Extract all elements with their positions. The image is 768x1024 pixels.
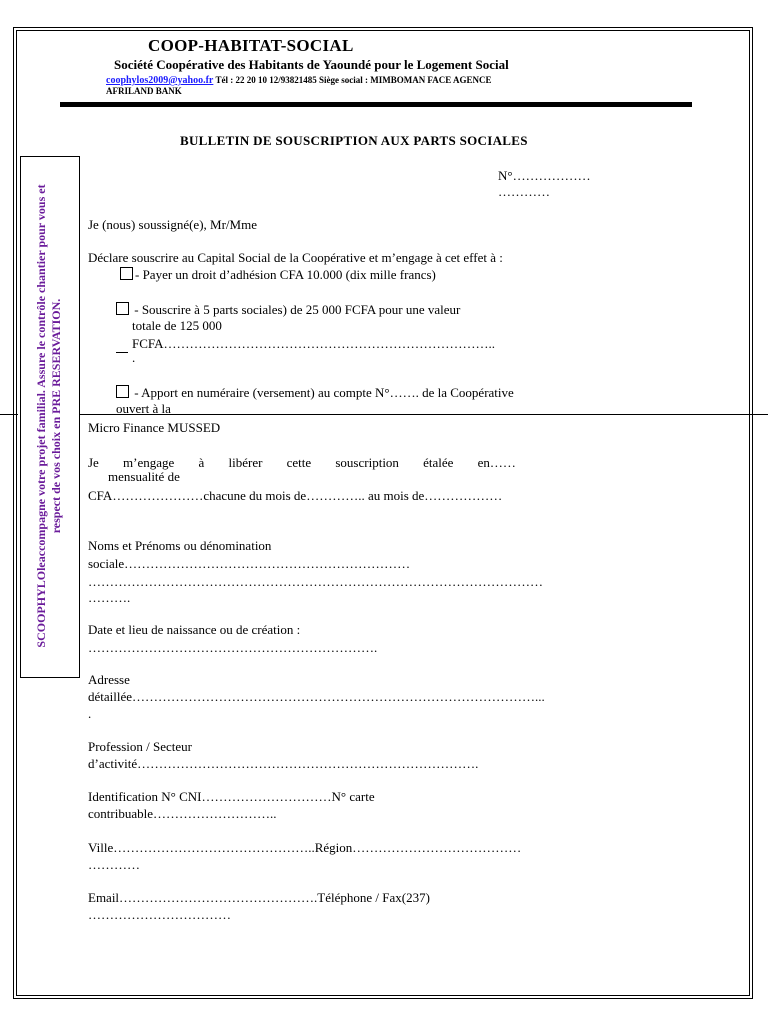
taxpayer-field[interactable]: contribuable………………………..	[88, 806, 277, 821]
number-field-cont: …………	[498, 184, 550, 199]
number-field[interactable]: N°………………	[498, 168, 591, 183]
sidebar-vertical-text	[34, 156, 64, 676]
email-phone-field[interactable]: Email……………………………………….Téléphone / Fax(237)	[88, 890, 430, 905]
city-region-field[interactable]: Ville………………………………………..Région…………………………………	[88, 840, 522, 855]
option-shares-line-2: totale de 125 000	[132, 318, 222, 333]
bank-name: AFRILAND BANK	[106, 86, 182, 96]
declare-line: Déclare souscrire au Capital Social de la Coopérative et m’engage à cet effet à :	[88, 250, 503, 265]
page-break-line-right	[80, 414, 768, 415]
page-break-line-left	[0, 414, 18, 415]
contact-block	[106, 75, 492, 97]
option-cash-line-2: ouvert à la	[116, 401, 171, 416]
checkbox-icon[interactable]	[116, 302, 129, 315]
sidebar-line-1: SCOOPHYLOleaccompagne votre projet familial. Assure le contrôle chantier pour vous et	[34, 184, 48, 648]
birth-field[interactable]: ………………………………………………………….	[88, 640, 378, 655]
bulletin-title: BULLETIN DE SOUSCRIPTION AUX PARTS SOCIALES	[180, 133, 528, 148]
undersigned-line: Je (nous) soussigné(e), Mr/Mme	[88, 217, 257, 232]
checkbox-icon[interactable]	[116, 385, 129, 398]
address-field-end: .	[88, 706, 92, 721]
option-shares[interactable]	[116, 302, 460, 318]
names-field-cont[interactable]: ……………………………………………………………………………………………	[88, 574, 543, 589]
engage-word: cette	[286, 455, 312, 470]
id-card-field[interactable]: Identification N° CNI…………………………N° carte	[88, 789, 375, 804]
engage-word: souscription	[335, 455, 399, 470]
microfinance-line: Micro Finance MUSSED	[88, 420, 221, 435]
address-field[interactable]: détaillée…………………………………………………………………………………...	[88, 689, 545, 704]
email-link[interactable]: coophylos2009@yahoo.fr	[106, 75, 214, 86]
engage-word: à	[198, 455, 205, 470]
option-membership-label: - Payer un droit d’adhésion CFA 10.000 (dix mille francs)	[135, 267, 436, 282]
option-shares-line-3: FCFA…………………………………………………………………..	[132, 336, 496, 351]
option-membership-fee[interactable]	[120, 267, 436, 283]
address-label: Adresse	[88, 672, 130, 687]
birth-label: Date et lieu de naissance ou de création :	[88, 622, 301, 637]
option-cash-contribution[interactable]	[116, 385, 514, 401]
engage-word: Je	[88, 455, 99, 470]
option-shares-line-4: .	[132, 350, 136, 365]
profession-label: Profession / Secteur	[88, 739, 192, 754]
engage-line-2: mensualité de	[108, 469, 180, 484]
sidebar-line-2: respect de vos choix en PRE RESERVATION.	[49, 298, 63, 534]
organization-subtitle: Société Coopérative des Habitants de Yaoundé pour le Logement Social	[114, 57, 509, 72]
option-cash-label: - Apport en numéraire (versement) au compte N°……. de la Coopérative	[131, 385, 514, 400]
engage-line-3[interactable]: CFA…………………chacune du mois de………….. au mois de………………	[88, 488, 503, 503]
email-phone-field-cont[interactable]: ……………………………	[88, 907, 231, 922]
contact-details: Tél : 22 20 10 12/93821485 Siège social : MIMBOMAN FACE AGENCE	[213, 75, 492, 85]
city-region-field-cont: …………	[88, 857, 140, 872]
engage-word[interactable]: en……	[477, 455, 516, 470]
profession-field[interactable]: d’activité…………………………………………………………………….	[88, 756, 479, 771]
header-rule	[60, 102, 692, 107]
engagement-paragraph	[88, 456, 516, 484]
engage-word: libérer	[228, 455, 263, 470]
option-shares-label: - Souscrire à 5 parts sociales) de 25 000 FCFA pour une valeur	[131, 302, 461, 317]
organization-name: COOP-HABITAT-SOCIAL	[148, 36, 354, 55]
names-label: Noms et Prénoms ou dénomination	[88, 538, 272, 553]
checkbox-icon[interactable]	[120, 267, 133, 280]
names-field[interactable]: sociale…………………………………………………………	[88, 556, 411, 571]
engage-word: étalée	[423, 455, 454, 470]
underline-mark	[116, 352, 128, 353]
engage-word: m’engage	[123, 455, 175, 470]
names-field-end: ……….	[88, 590, 131, 605]
